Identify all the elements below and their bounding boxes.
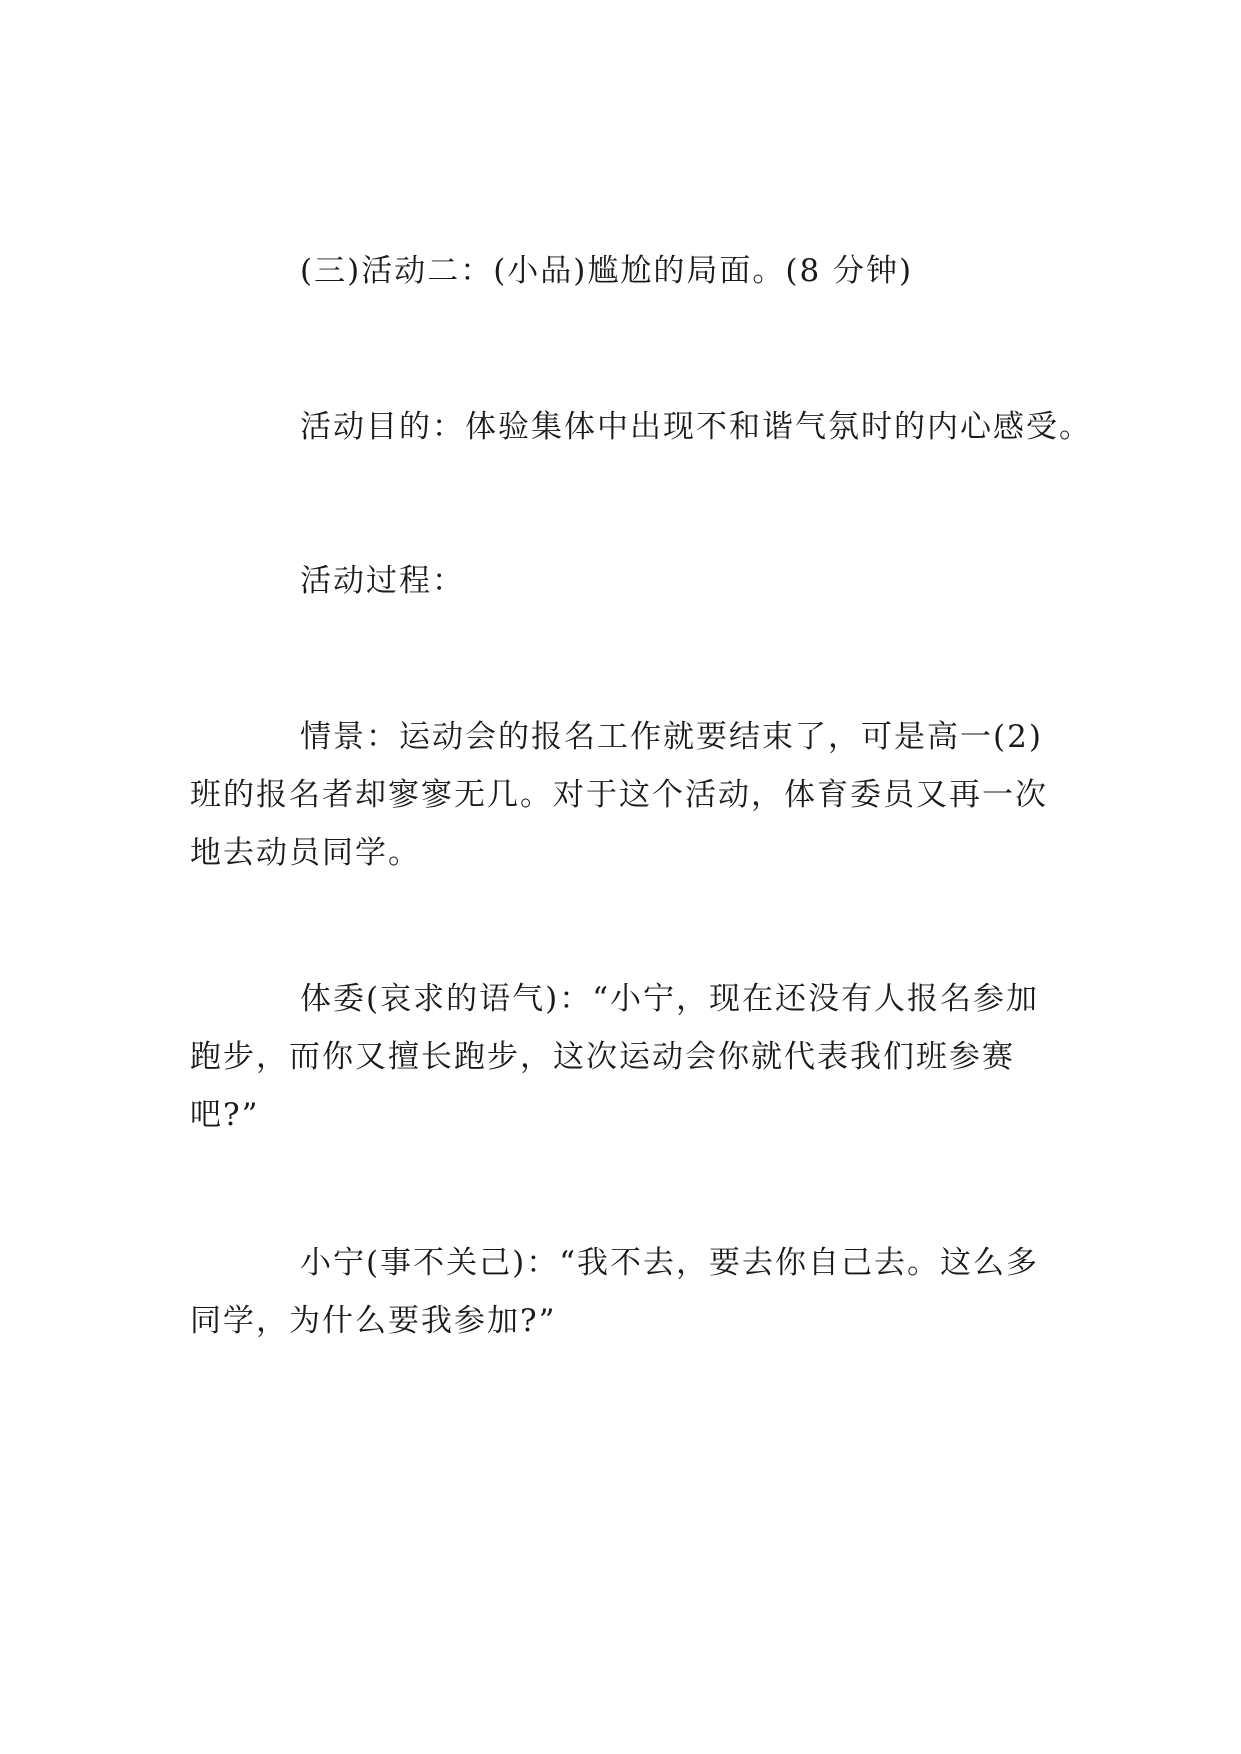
- section-heading: [300, 242, 1170, 300]
- dialogue-paragraph-2: [190, 1234, 1060, 1350]
- scene-paragraph: [190, 708, 1060, 882]
- dialogue-1-line-3: 吧?”: [190, 1097, 260, 1133]
- section-heading-text: (三)活动二：(小品)尴尬的局面。(8 分钟): [300, 253, 914, 289]
- dialogue-2-line-2: 同学，为什么要我参加?”: [190, 1303, 557, 1339]
- dialogue-2-line-1: 小宁(事不关己)：“我不去，要去你自己去。这么多: [300, 1245, 1040, 1281]
- scene-line-2: 班的报名者却寥寥无几。对于这个活动，体育委员又再一次: [190, 777, 1048, 813]
- scene-line-3: 地去动员同学。: [190, 835, 421, 871]
- dialogue-1-line-1: 体委(哀求的语气)：“小宁，现在还没有人报名参加: [300, 981, 1040, 1017]
- activity-purpose: [300, 398, 1170, 456]
- activity-process-label-text: 活动过程：: [300, 563, 465, 599]
- dialogue-1-line-2: 跑步，而你又擅长跑步，这次运动会你就代表我们班参赛: [190, 1039, 1015, 1075]
- dialogue-paragraph-1: [190, 970, 1060, 1144]
- scene-line-1: 情景：运动会的报名工作就要结束了，可是高一(2): [300, 719, 1043, 755]
- activity-purpose-text: 活动目的：体验集体中出现不和谐气氛时的内心感受。: [300, 409, 1092, 445]
- activity-process-label: [300, 552, 1170, 610]
